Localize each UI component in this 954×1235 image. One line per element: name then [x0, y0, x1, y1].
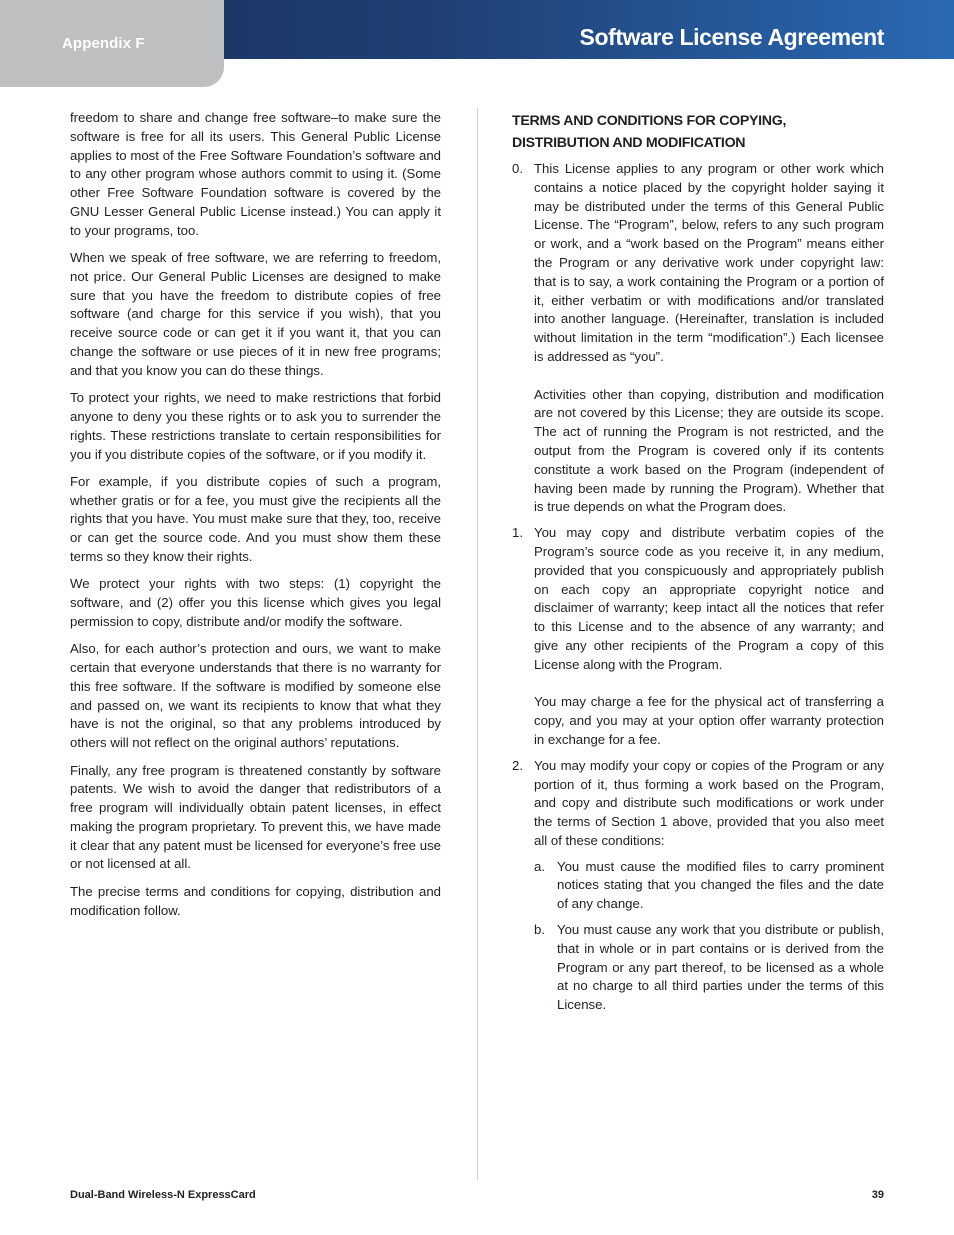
paragraph: To protect your rights, we need to make restrictions that forbid anyone to deny you these rights or to ask you to surrender the rights. These restrictions translate to certain responsibilities for you if you distribute copies of the software, or if you modify it. [70, 390, 441, 462]
paragraph: For example, if you distribute copies of such a program, whether gratis or for a fee, you must give the recipients all the rights that you have. You must make sure that they, too, receive or can get the source code. And you must show them these terms so they know their rights. [70, 473, 441, 565]
sub-item-letter: b. [534, 922, 545, 938]
section-label: Appendix F [62, 35, 145, 52]
list-item [512, 757, 884, 1015]
item-number: 0. [512, 161, 523, 176]
item-text: You may copy and distribute verbatim copies of the Program’s source code as you receive it, in any medium, provided that you conspicuously and appropriately publish on each copy an appropriate copyright notice and disclaimer of warranty; keep intact all the notices that refer to this License and to the absence of any warranty; and give any other recipients of the Program a copy of this License along with the Program. [534, 525, 884, 672]
list-item [512, 160, 884, 517]
item-number: 2. [512, 757, 523, 773]
paragraph: The precise terms and conditions for copying, distribution and modification follow. [70, 883, 441, 918]
sub-list-item [534, 921, 884, 1015]
sub-item-text: You must cause the modified files to carry prominent notices stating that you changed the files and the date of any change. [557, 858, 884, 912]
sub-item-text: You must cause any work that you distribute or publish, that in whole or in part contains or is derived from the Program or any part thereof, to be licensed as a whole at no charge to all third parties under the terms of this License. [557, 922, 884, 1013]
item-text: Activities other than copying, distribution and modification are not covered by this License; they are outside its scope. The act of running the Program is not restricted, and the output from the Program is covered only if its contents constitute a work based on the Program (independent of having been made by running the Program). Whether that is true depends on what the Program does. [534, 386, 884, 515]
page-title: Software License Agreement [579, 24, 884, 50]
paragraph: Finally, any free program is threatened constantly by software patents. We wish to avoid the danger that redistributors of a free program will individually obtain patent licenses, in effect making the program proprietary. To prevent this, we have made it clear that any patent must be licensed for everyone’s free use or not licensed at all. [70, 762, 441, 872]
item-text: You may charge a fee for the physical act of transferring a copy, and you may at your option offer warranty protection in exchange for a fee. [534, 694, 884, 747]
list-item [512, 524, 884, 750]
right-column [512, 110, 884, 1022]
left-column [70, 109, 441, 929]
paragraph: When we speak of free software, we are referring to freedom, not price. Our General Public Licenses are designed to make sure that you have the freedom to distribute copies of free software (and charge for this service if you wish), that you receive source code or can get it if you want it, that you can change the software or use pieces of it in new free programs; and that you know you can do these things. [70, 250, 441, 378]
section-tab [0, 0, 224, 87]
column-divider [477, 108, 478, 1180]
paragraph: Also, for each author’s protection and ours, we want to make certain that everyone understands that there is no warranty for this free software. If the software is modified by someone else and passed on, we want its recipients to know that what they have is not the original, so that any problems introduced by others will not reflect on the original authors’ reputations. [70, 641, 441, 751]
footer-product: Dual-Band Wireless-N ExpressCard [70, 1189, 256, 1201]
paragraph: We protect your rights with two steps: (1) copyright the software, and (2) offer you this license which gives you legal permission to copy, distribute and/or modify the software. [70, 576, 441, 629]
sub-list-item [534, 858, 884, 914]
item-number: 1. [512, 525, 523, 541]
paragraph: freedom to share and change free software–to make sure the software is free for all its users. This General Public License applies to most of the Free Software Foundation’s software and to any other program whose authors commit to using it. (Some other Free Software Foundation software is covered by the GNU Lesser General Public License instead.) You can apply it to your programs, too. [70, 110, 441, 238]
item-text: This License applies to any program or other work which contains a notice placed by the copyright holder saying it may be distributed under the terms of this General Public License. The “Program”, below, refers to any such program or work, and a “work based on the Program” means either the Program or any derivative work under copyright law: that is to say, a work containing the Program or a portion of it, either verbatim or with modifications and/or translated into another language. (Hereinafter, translation is included without limitation in the term “modification”.) Each licensee is addressed as “you”. [534, 161, 884, 364]
item-text: You may modify your copy or copies of the Program or any portion of it, thus forming a work based on the Program, and copy and distribute such modifications or work under the terms of Section 1 above, provided that you also meet all of these conditions: [534, 757, 884, 848]
section-heading: TERMS AND CONDITIONS FOR COPYING, DISTRIBUTION AND MODIFICATION [512, 113, 787, 151]
page-number: 39 [871, 1189, 884, 1201]
sub-item-letter: a. [534, 858, 545, 874]
